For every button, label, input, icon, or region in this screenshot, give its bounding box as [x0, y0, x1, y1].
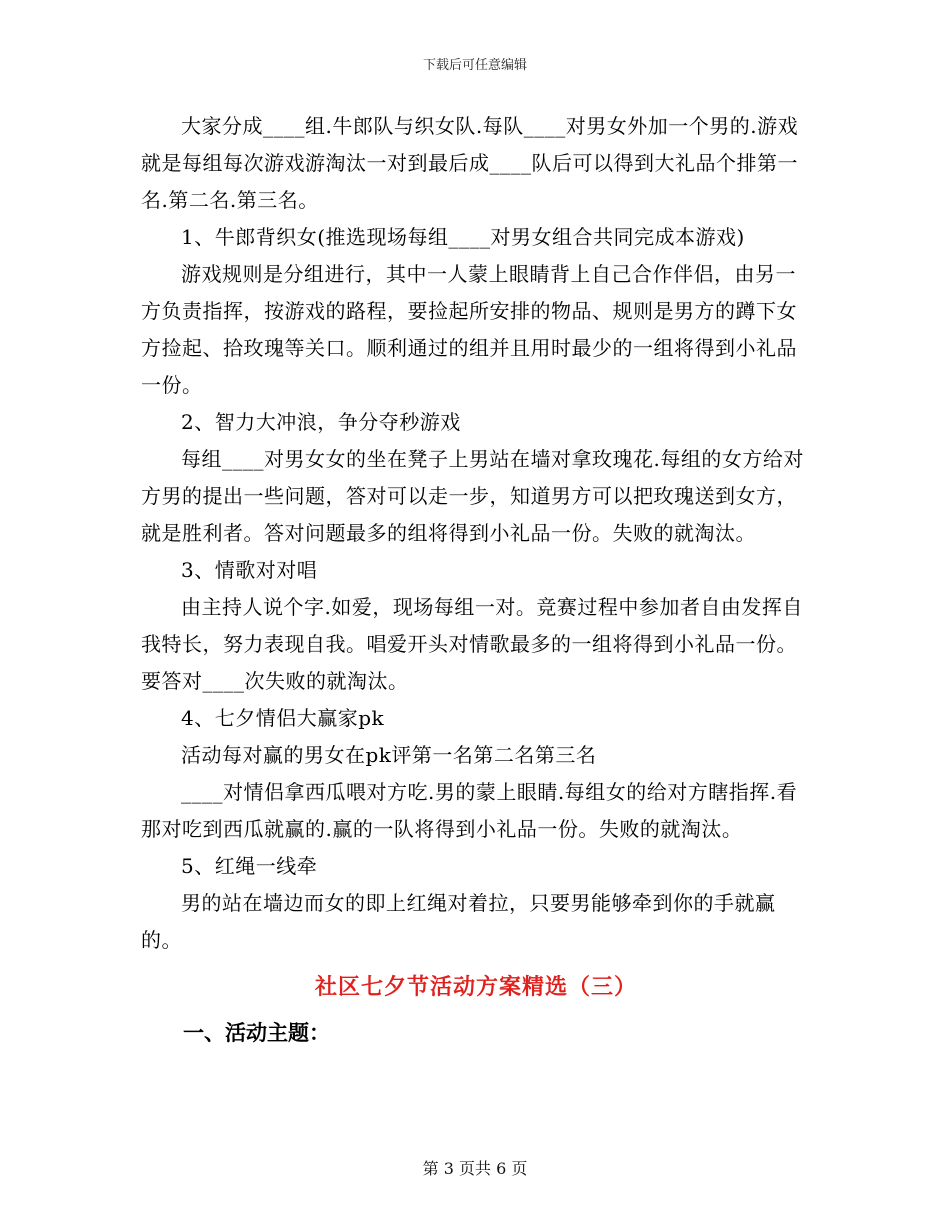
game-heading-2: 2、智力大冲浪，争分夺秒游戏	[181, 410, 461, 434]
section-title: 社区七夕节活动方案精选（三）	[314, 974, 637, 1000]
header-note: 下载后可任意编辑	[422, 58, 527, 73]
game-rules-4: ____对情侣拿西瓜喂对方吃.男的蒙上眼睛.每组女的给对方瞎指挥.看那对吃到西瓜就赢的.赢的一队将得到小礼品一份。失败的就淘汰。	[141, 780, 798, 841]
game-heading-3: 3、情歌对对唱	[181, 558, 318, 582]
game-rules-2: 每组____对男女女的坐在凳子上男站在墙对拿玫瑰花.每组的女方给对方男的提出一些问题，答对可以走一步，知道男方可以把玫瑰送到女方，就是胜利者。答对问题最多的组将得到小礼品一份。失败的就淘汰。	[141, 447, 804, 545]
section-subheading: 一、活动主题：	[183, 1020, 330, 1045]
game-heading-1: 1、牛郎背织女(推选现场每组____对男女组合共同完成本游戏)	[181, 225, 745, 249]
page-number: 第 3 页共 6 页	[422, 1159, 528, 1178]
game-rules-3: 由主持人说个字.如爱，现场每组一对。竞赛过程中参加者自由发挥自我特长，努力表现自我。唱爱开头对情歌最多的一组将得到小礼品一份。要答对____次失败的就淘汰。	[141, 595, 803, 693]
game-heading-5: 5、红绳一线牵	[181, 854, 318, 878]
game-heading-4: 4、七夕情侣大赢家pk	[181, 706, 385, 730]
game-rules-1: 游戏规则是分组进行，其中一人蒙上眼睛背上自己合作伴侣，由另一方负责指挥，按游戏的路程，要捡起所安排的物品、规则是男方的蹲下女方捡起、拾玫瑰等关口。顺利通过的组并且用时最少的一组将得到小礼品一份。	[141, 262, 797, 397]
document-body	[141, 108, 811, 1053]
game-rules-5: 男的站在墙边而女的即上红绳对着拉，只要男能够牵到你的手就赢的。	[141, 891, 776, 952]
paragraph-intro: 大家分成____组.牛郎队与织女队.每队____对男女外加一个男的.游戏就是每组每次游戏游淘汰一对到最后成____队后可以得到大礼品个排第一名.第二名.第三名。	[141, 114, 799, 212]
game-subtitle-4: 活动每对赢的男女在pk评第一名第二名第三名	[181, 743, 597, 767]
